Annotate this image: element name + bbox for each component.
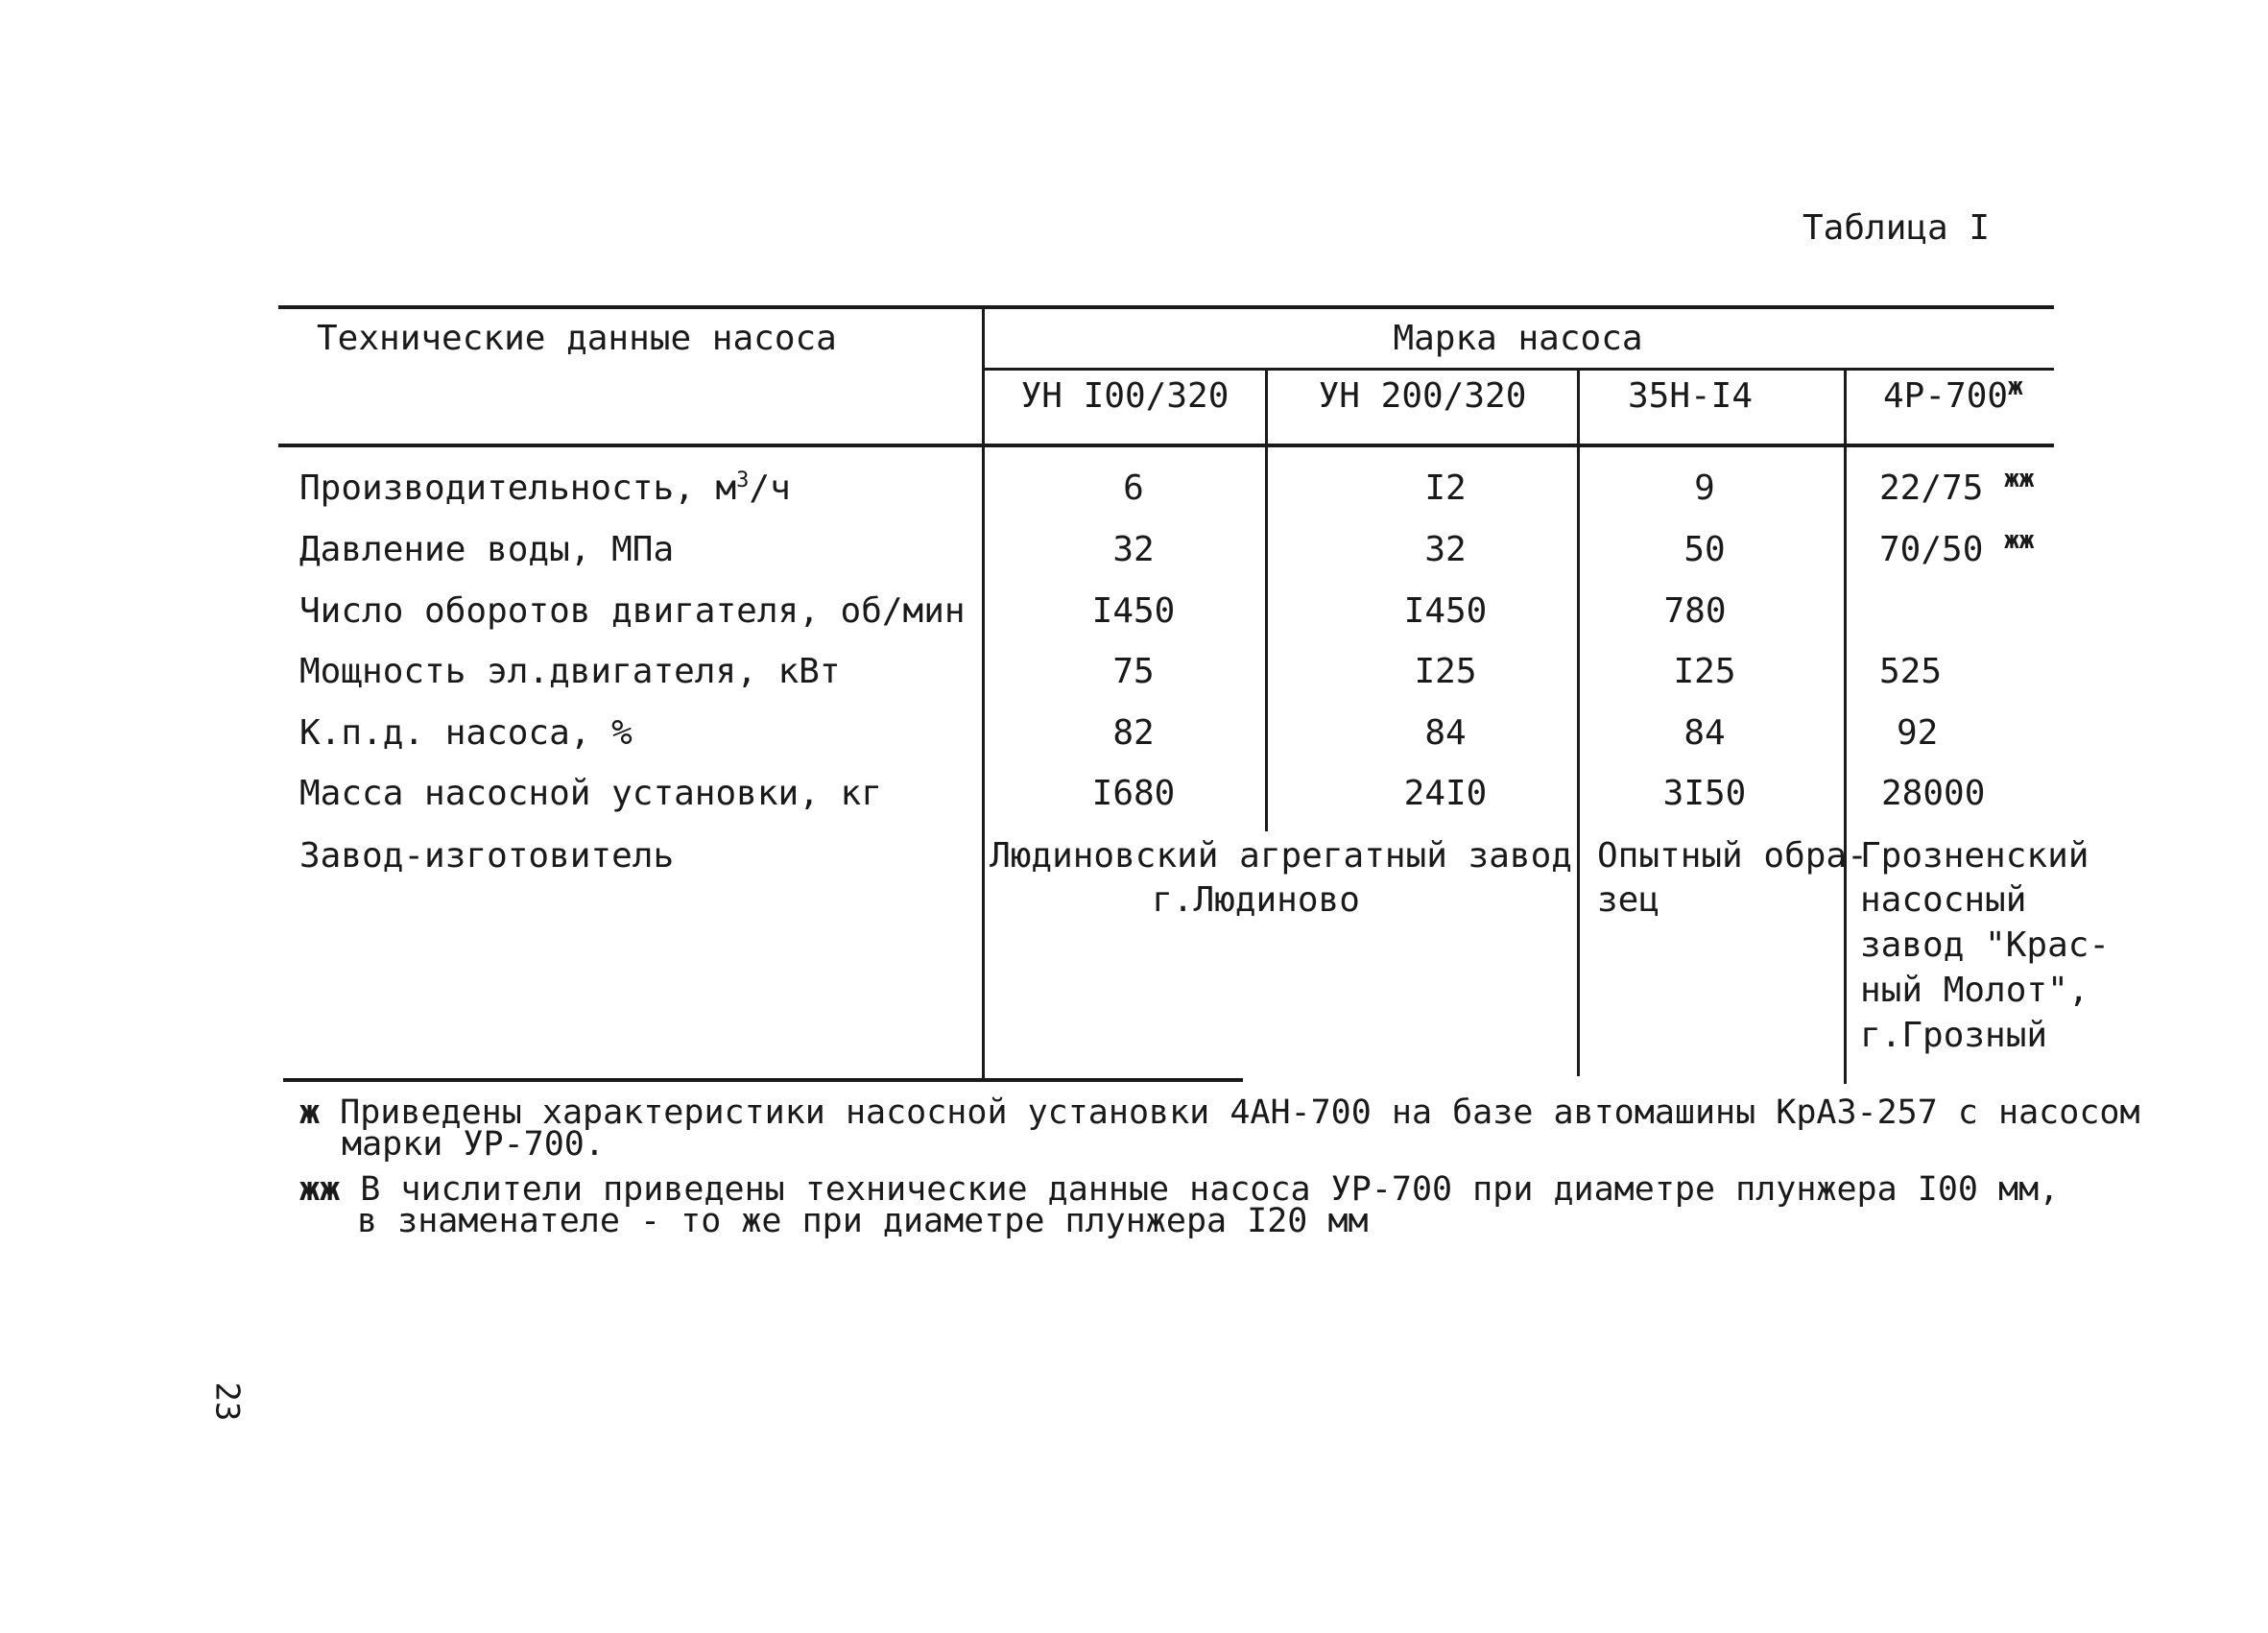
row-label-pressure: Давление воды, МПа <box>299 530 675 569</box>
row-label-mass: Масса насосной установки, кг <box>299 774 882 813</box>
manufacturer-cell-1: Людиновский агрегатный завод <box>990 836 1572 876</box>
cell: 22/75 $^{жж}$ <box>1879 465 2035 508</box>
table-caption: Таблица I <box>1802 208 1991 248</box>
brand-group-header: Марка насоса <box>1393 319 1643 358</box>
table-bottom-rule <box>283 1078 1243 1082</box>
col-divider-3 <box>1844 369 1847 1084</box>
row-label-rpm: Число оборотов двигателя, об/мин <box>299 591 966 631</box>
cell: 24I0 <box>1403 774 1488 813</box>
manufacturer-cell-2-line2: зец <box>1597 880 1660 920</box>
brand-header-4: $4Р-700^ж$ <box>1883 372 2023 416</box>
cell: 84 <box>1424 713 1467 753</box>
table-top-rule <box>278 305 2054 309</box>
cell: I25 <box>1414 652 1477 691</box>
cell: 28000 <box>1881 774 1986 813</box>
cell: 75 <box>1112 652 1155 691</box>
footnote-2-line2: в знаменателе - то же при диаметре плунжера I20 мм <box>357 1202 1369 1240</box>
row-label-efficiency: К.п.д. насоса, % <box>299 713 633 753</box>
footnote-mark: ж <box>2008 372 2023 401</box>
cell: 92 <box>1897 713 1939 753</box>
cell: 780 <box>1663 591 1727 631</box>
brand-header-rule <box>982 368 2054 371</box>
col-divider-param <box>982 305 985 1078</box>
manufacturer-cell-3-line4: ный Молот", <box>1860 971 2089 1010</box>
manufacturer-cell-3: Грозненский <box>1860 836 2089 876</box>
manufacturer-cell-3-line2: насосный <box>1860 880 2027 920</box>
page-number: 23 <box>207 1381 247 1422</box>
cell: I2 <box>1424 468 1467 508</box>
cell: I450 <box>1091 591 1176 631</box>
brand-header-1: УН I00/320 <box>1020 376 1229 416</box>
manufacturer-cell-1-line2: г.Людиново <box>1152 880 1360 920</box>
cell: I680 <box>1091 774 1176 813</box>
footnote-2: жж В числители приведены технические данные насоса УР-700 при диаметре плунжера I00 мм, <box>299 1170 2060 1209</box>
cell: I450 <box>1403 591 1488 631</box>
row-label-capacity: Производительность, $м^3/ч$ <box>299 468 791 508</box>
header-bottom-rule <box>278 444 2054 447</box>
manufacturer-cell-3-line3: завод "Крас- <box>1860 925 2111 965</box>
cell: 82 <box>1112 713 1155 753</box>
cell: 50 <box>1683 530 1726 569</box>
cell: I25 <box>1673 652 1736 691</box>
cell: 3I50 <box>1662 774 1747 813</box>
cell: 84 <box>1683 713 1726 753</box>
cell: 6 <box>1123 468 1144 508</box>
row-label-power: Мощность эл.двигателя, кВт <box>299 652 841 691</box>
brand-header-3: 35Н-I4 <box>1627 376 1754 416</box>
cell: 70/50 $^{жж}$ <box>1879 526 2035 569</box>
param-column-header: Технические данные насоса <box>317 319 837 358</box>
footnote-mark: жж <box>2004 465 2035 493</box>
cell: 32 <box>1424 530 1467 569</box>
manufacturer-cell-3-line5: г.Грозный <box>1860 1016 2048 1055</box>
footnote-1: ж Приведены характеристики насосной установки 4АН-700 на базе автомашины КрАЗ-257 с насосом <box>299 1093 2140 1132</box>
brand-header-2: УН 200/320 <box>1318 376 1527 416</box>
manufacturer-cell-2: Опытный обра- <box>1597 836 1868 876</box>
cell: 525 <box>1879 652 1943 691</box>
cell: 32 <box>1112 530 1155 569</box>
footnote-mark: жж <box>2004 526 2035 555</box>
cell: 9 <box>1694 468 1715 508</box>
footnote-1-line2: марки УР-700. <box>342 1125 605 1164</box>
row-label-manufacturer: Завод-изготовитель <box>299 836 675 876</box>
